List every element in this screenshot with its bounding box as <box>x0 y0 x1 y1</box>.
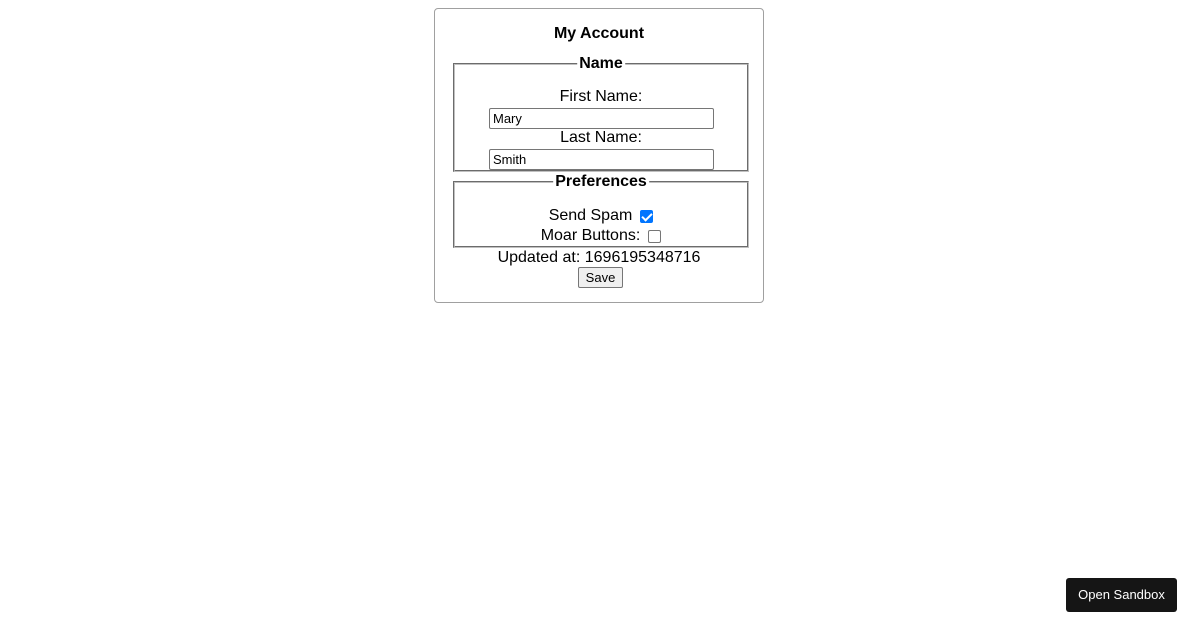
send-spam-checkbox[interactable] <box>640 210 653 223</box>
account-form <box>434 8 764 303</box>
updated-at-label: Updated at: <box>497 249 581 266</box>
moar-buttons-checkbox[interactable] <box>648 230 661 243</box>
save-button[interactable]: Save <box>578 267 623 288</box>
updated-at-text <box>435 249 763 267</box>
page-title: My Account <box>553 25 645 42</box>
name-legend: Name <box>579 55 623 72</box>
first-name-label: First Name: <box>559 88 643 105</box>
moar-buttons-row <box>455 227 747 245</box>
updated-at-value: 1696195348716 <box>584 249 701 266</box>
first-name-input[interactable] <box>489 108 714 129</box>
preferences-fieldset <box>453 173 749 248</box>
send-spam-label: Send Spam <box>548 207 633 224</box>
preferences-legend: Preferences <box>555 173 647 190</box>
name-fieldset <box>453 55 749 172</box>
last-name-input[interactable] <box>489 149 714 170</box>
open-sandbox-button[interactable]: Open Sandbox <box>1066 578 1177 612</box>
send-spam-row <box>455 207 747 225</box>
last-name-label: Last Name: <box>560 129 642 146</box>
moar-buttons-label: Moar Buttons: <box>540 227 641 244</box>
